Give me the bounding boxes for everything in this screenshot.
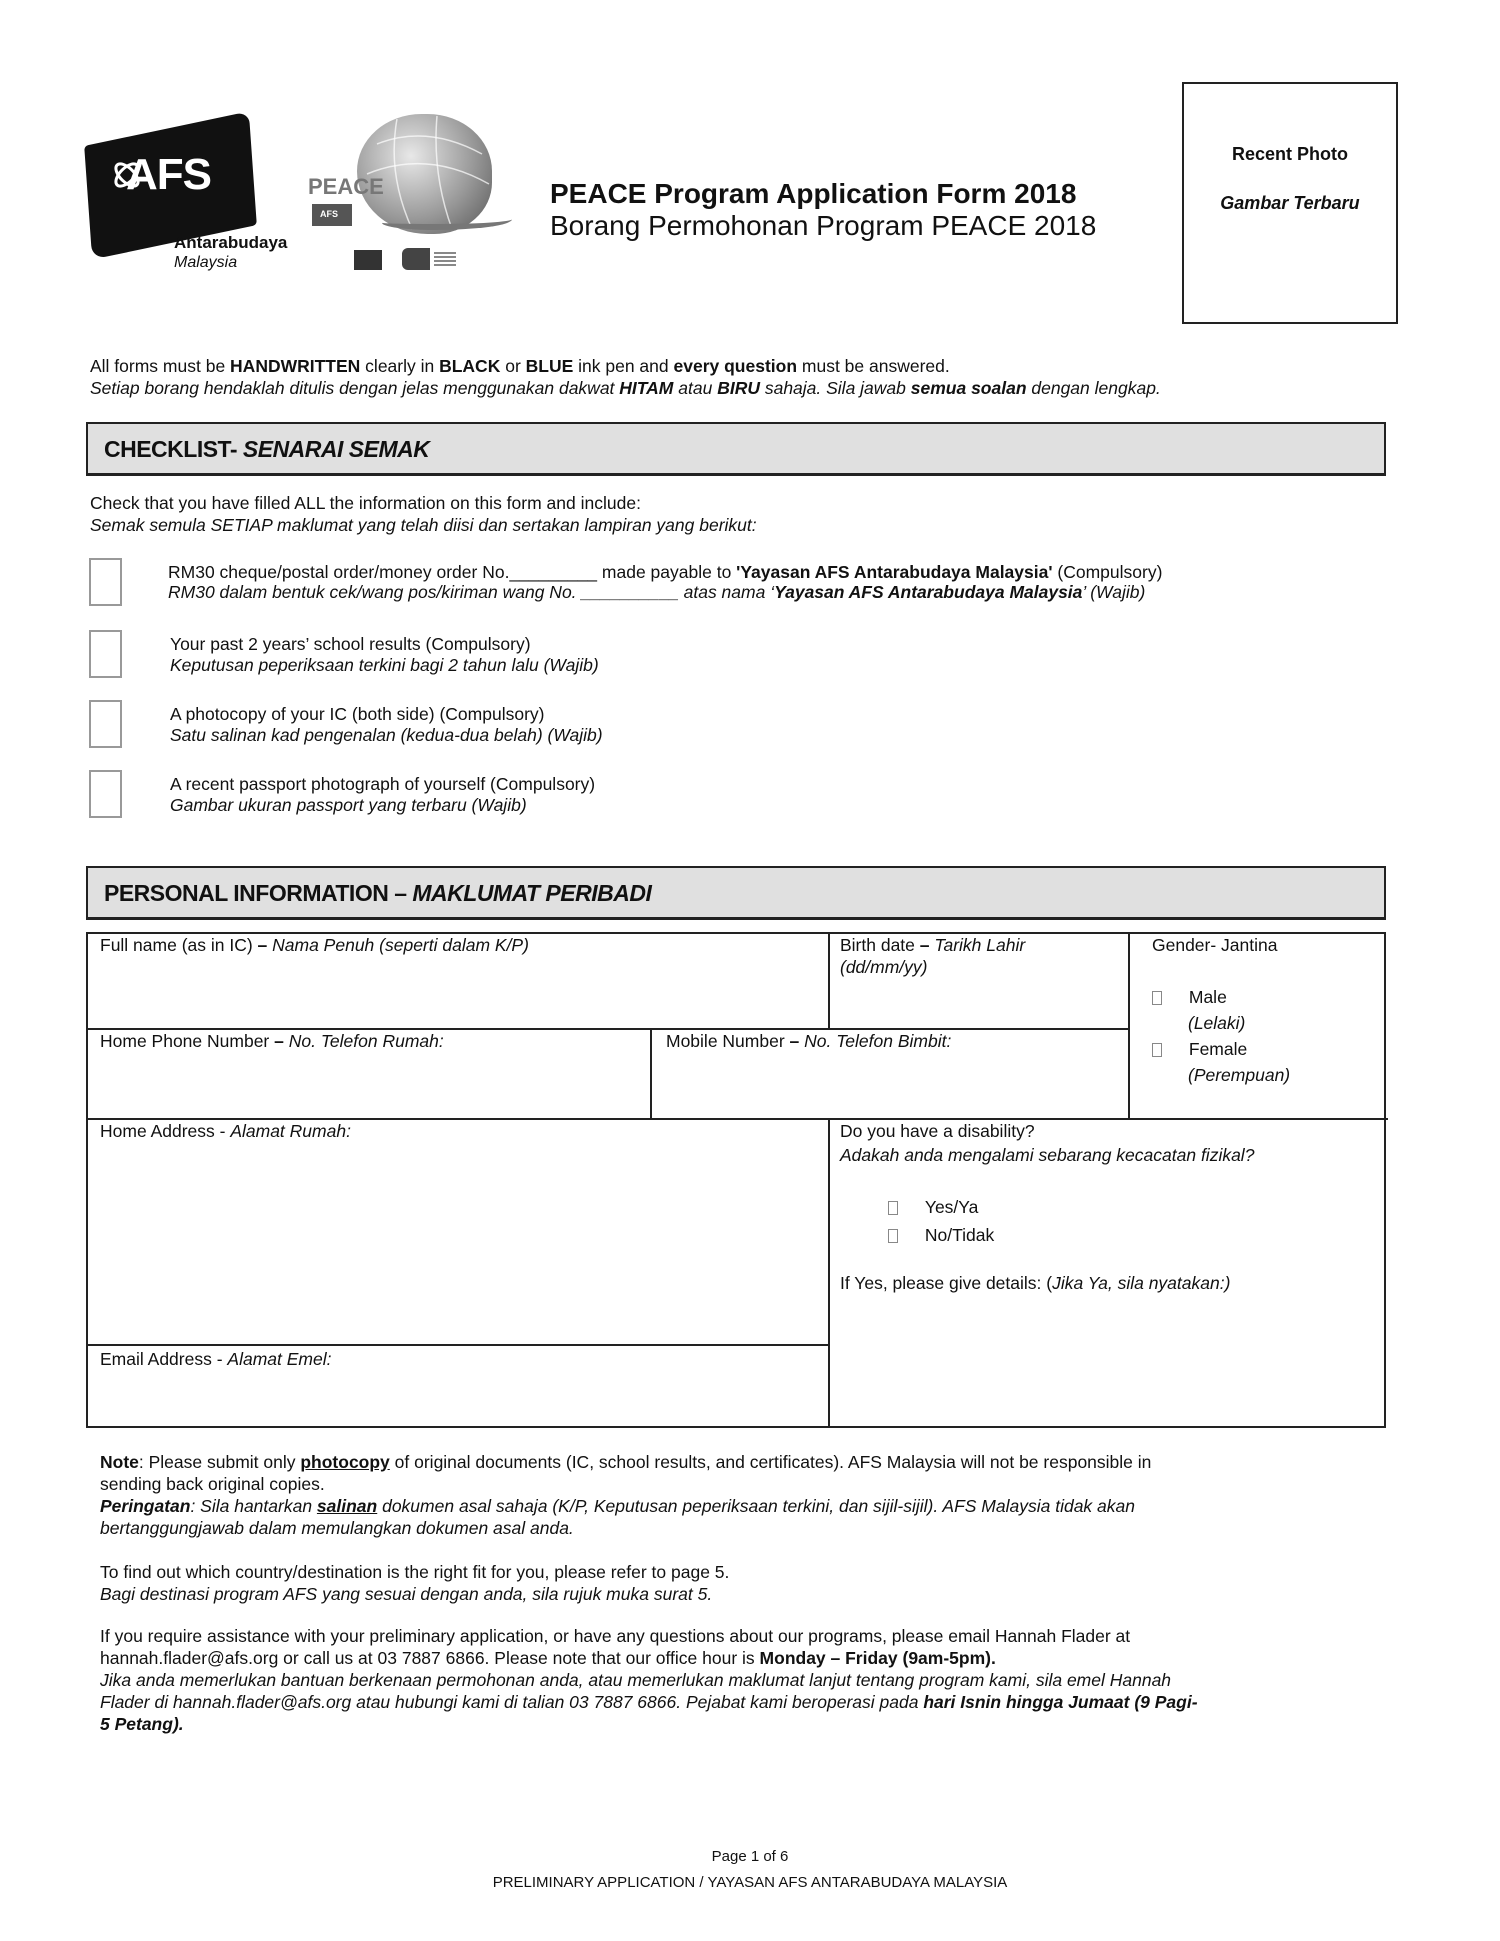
document-footer: PRELIMINARY APPLICATION / YAYASAN AFS ANTARABUDAYA MALAYSIA [492, 1874, 1008, 1891]
note-english-line2: sending back original copies. [100, 1474, 325, 1494]
no-checkbox[interactable] [888, 1229, 898, 1243]
afs-org-country: Malaysia [174, 254, 238, 271]
checklist-intro-english: Check that you have filled ALL the information on this form and include: [90, 493, 641, 513]
divider [828, 934, 830, 1030]
page-number: Page 1 of 6 [711, 1848, 789, 1865]
checklist-checkbox-ic-copy[interactable] [89, 700, 122, 748]
help-malay-line1: Jika anda memerlukan bantuan berkenaan permohonan anda, atau memerlukan maklumat lanjut tentang program kami, sila emel Hannah [100, 1670, 1172, 1690]
efil-partner-logo [402, 248, 430, 270]
form-title-english: PEACE Program Application Form 2018 [550, 178, 1077, 209]
disability-option-yes[interactable]: Yes/Ya [888, 1196, 978, 1218]
destination-note-english: To find out which country/destination is the right fit for you, please refer to page 5. [100, 1562, 730, 1582]
help-malay-line3: 5 Petang). [100, 1714, 184, 1734]
instructions-malay: Setiap borang hendaklah ditulis dengan jelas menggunakan dakwat HITAM atau BIRU sahaja. Sila jawab semua soalan dengan lengkap. [90, 378, 1161, 398]
instructions-english: All forms must be HANDWRITTEN clearly in BLACK or BLUE ink pen and every question must be answered. [90, 356, 950, 376]
form-title-malay: Borang Permohonan Program PEACE 2018 [550, 210, 1097, 241]
disability-option-no[interactable]: No/Tidak [888, 1224, 994, 1246]
checklist-checkbox-payment[interactable] [89, 558, 122, 606]
checklist-item-passport-photo-english: A recent passport photograph of yourself (Compulsory) [170, 774, 596, 794]
photo-label-english: Recent Photo [1231, 144, 1348, 164]
afs-antarabudaya-logo [88, 128, 288, 278]
email-address-field[interactable]: Email Address - Alamat Emel: [100, 1349, 332, 1369]
checklist-item-payment-english: RM30 cheque/postal order/money order No._________ made payable to 'Yayasan AFS Antarabudaya Malaysia' (Compulsory) [168, 562, 1163, 582]
checklist-item-passport-photo-malay: Gambar ukuran passport yang terbaru (Wajib) [170, 795, 527, 815]
checklist-item-payment-malay: RM30 dalam bentuk cek/wang pos/kiriman wang No. __________ atas nama ‘Yayasan AFS Antarabudaya Malaysia’ (Wajib) [168, 582, 1146, 602]
home-address-field[interactable]: Home Address - Alamat Rumah: [100, 1121, 351, 1141]
home-phone-field[interactable]: Home Phone Number – No. Telefon Rumah: [100, 1031, 444, 1051]
peace-wordmark: PEACE [308, 174, 384, 199]
afs-flag-text: AFS [126, 150, 211, 199]
help-english-line1: If you require assistance with your preliminary application, or have any questions about our programs, please email Hannah Flader at [100, 1626, 1131, 1646]
male-checkbox[interactable] [1152, 991, 1162, 1005]
personal-info-table [86, 932, 1386, 1428]
help-malay-line2: Flader di hannah.flader@afs.org atau hubungi kami di talian 03 7887 6866. Pejabat kami beroperasi pada hari Isnin hingga Jumaat (9 Pagi- [100, 1692, 1198, 1712]
disability-question-english: Do you have a disability? [840, 1121, 1035, 1141]
recent-photo-box[interactable] [1182, 82, 1398, 324]
personal-info-title: PERSONAL INFORMATION – MAKLUMAT PERIBADI [104, 880, 652, 906]
peace-program-logo [302, 112, 517, 277]
dove-swoosh-shape [382, 212, 512, 230]
checklist-item-ic-copy-english: A photocopy of your IC (both side) (Compulsory) [170, 704, 545, 724]
full-name-field[interactable]: Full name (as in IC) – Nama Penuh (seperti dalam K/P) [100, 935, 529, 955]
note-malay-line1: Peringatan: Sila hantarkan salinan dokumen asal sahaja (K/P, Keputusan peperiksaan terkini, dan sijil-sijil). AFS Malaysia tidak akan [100, 1496, 1135, 1516]
divider [88, 1344, 830, 1346]
checklist-title: CHECKLIST- SENARAI SEMAK [104, 436, 430, 462]
checklist-intro-malay: Semak semula SETIAP maklumat yang telah diisi dan sertakan lampiran yang berikut: [90, 515, 757, 535]
yes-checkbox[interactable] [888, 1201, 898, 1215]
mobile-number-field[interactable]: Mobile Number – No. Telefon Bimbit: [666, 1031, 952, 1051]
help-english-line2: hannah.flader@afs.org or call us at 03 7887 6866. Please note that our office hour is Monday – Friday (9am-5pm). [100, 1648, 996, 1668]
checklist-item-school-results-malay: Keputusan peperiksaan terkini bagi 2 tahun lalu (Wajib) [170, 655, 599, 675]
disability-details-field[interactable]: If Yes, please give details: (Jika Ya, sila nyatakan:) [840, 1273, 1231, 1293]
divider [828, 1118, 830, 1428]
female-checkbox[interactable] [1152, 1043, 1162, 1057]
checklist-item-ic-copy-malay: Satu salinan kad pengenalan (kedua-dua belah) (Wajib) [170, 725, 603, 745]
note-english-line1: Note: Please submit only photocopy of original documents (IC, school results, and certificates). AFS Malaysia will not be responsible in [100, 1452, 1152, 1472]
disability-question-malay: Adakah anda mengalami sebarang kecacatan fizikal? [840, 1145, 1255, 1165]
destination-note-malay: Bagi destinasi program AFS yang sesuai dengan anda, sila rujuk muka surat 5. [100, 1584, 713, 1604]
gender-option-male[interactable]: Male [1152, 986, 1227, 1008]
gender-option-female[interactable]: Female [1152, 1038, 1247, 1060]
gender-male-malay: (Lelaki) [1188, 1013, 1246, 1033]
afs-mini-flag: AFS [312, 204, 352, 226]
partner-logo-1 [354, 250, 382, 270]
checklist-section-header [86, 422, 1386, 476]
note-malay-line2: bertanggungjawab dalam memulangkan dokumen asal anda. [100, 1518, 574, 1538]
divider [650, 1028, 652, 1120]
birth-date-field[interactable]: Birth date – Tarikh Lahir (dd/mm/yy) [840, 935, 1026, 977]
personal-info-section-header [86, 866, 1386, 920]
checklist-checkbox-school-results[interactable] [89, 630, 122, 678]
efil-partner-text [434, 252, 456, 266]
checklist-item-school-results-english: Your past 2 years’ school results (Compulsory) [170, 634, 531, 654]
gender-label: Gender- Jantina [1152, 935, 1278, 955]
divider [1128, 934, 1130, 1120]
checklist-checkbox-passport-photo[interactable] [89, 770, 122, 818]
photo-label-malay: Gambar Terbaru [1220, 193, 1360, 213]
gender-female-malay: (Perempuan) [1188, 1065, 1291, 1085]
afs-org-name: Antarabudaya [174, 233, 288, 252]
